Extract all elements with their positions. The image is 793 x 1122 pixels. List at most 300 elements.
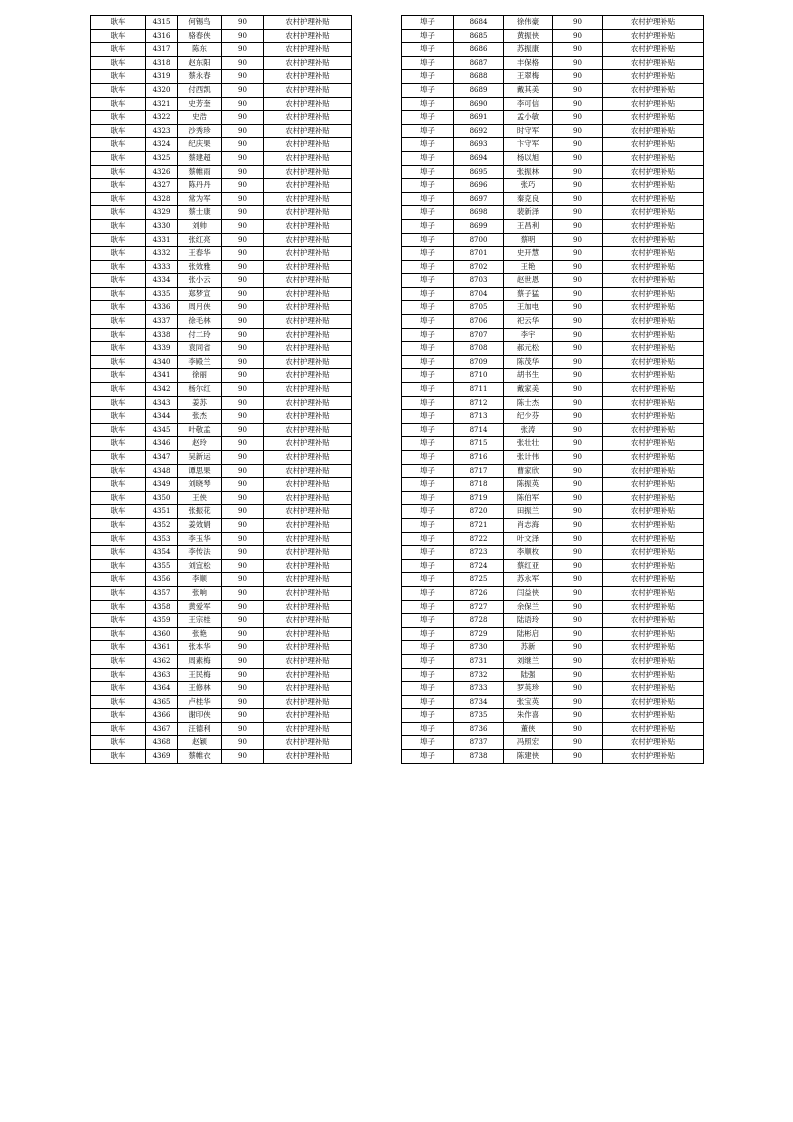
town-cell: 埠子 (402, 29, 454, 43)
town-cell: 耿车 (91, 668, 146, 682)
table-row (91, 16, 352, 30)
amount-cell: 90 (222, 97, 264, 111)
category-cell: 农村护理补贴 (264, 56, 352, 70)
table-row (402, 260, 704, 274)
category-cell: 农村护理补贴 (603, 287, 704, 301)
category-cell: 农村护理补贴 (264, 478, 352, 492)
table-row (402, 518, 704, 532)
name-cell: 张巧 (504, 179, 553, 193)
number-cell: 4343 (146, 396, 178, 410)
name-cell: 王修林 (178, 682, 222, 696)
number-cell: 4340 (146, 355, 178, 369)
amount-cell: 90 (553, 396, 603, 410)
number-cell: 4350 (146, 491, 178, 505)
number-cell: 4329 (146, 206, 178, 220)
town-cell: 埠子 (402, 668, 454, 682)
town-cell: 耿车 (91, 124, 146, 138)
table-row (91, 532, 352, 546)
category-cell: 农村护理补贴 (603, 233, 704, 247)
name-cell: 张涛 (504, 423, 553, 437)
table-row (402, 165, 704, 179)
amount-cell: 90 (222, 16, 264, 30)
name-cell: 蔡子猛 (504, 287, 553, 301)
category-cell: 农村护理补贴 (264, 505, 352, 519)
table-row (402, 437, 704, 451)
number-cell: 4328 (146, 192, 178, 206)
category-cell: 农村护理补贴 (603, 682, 704, 696)
town-cell: 耿车 (91, 97, 146, 111)
town-cell: 耿车 (91, 641, 146, 655)
category-cell: 农村护理补贴 (603, 274, 704, 288)
table-row (91, 546, 352, 560)
name-cell: 孟小敏 (504, 111, 553, 125)
category-cell: 农村护理补贴 (603, 342, 704, 356)
town-cell: 耿车 (91, 287, 146, 301)
town-cell: 埠子 (402, 328, 454, 342)
category-cell: 农村护理补贴 (264, 179, 352, 193)
town-cell: 耿车 (91, 586, 146, 600)
table-row (91, 627, 352, 641)
number-cell: 4354 (146, 546, 178, 560)
name-cell: 陈丹丹 (178, 179, 222, 193)
amount-cell: 90 (553, 423, 603, 437)
table-row (402, 410, 704, 424)
name-cell: 王艳 (504, 260, 553, 274)
town-cell: 耿车 (91, 247, 146, 261)
table-row (91, 505, 352, 519)
table-row (402, 423, 704, 437)
table-row (402, 573, 704, 587)
number-cell: 4336 (146, 301, 178, 315)
category-cell: 农村护理补贴 (603, 355, 704, 369)
name-cell: 冯照宏 (504, 736, 553, 750)
category-cell: 农村护理补贴 (603, 410, 704, 424)
number-cell: 8701 (454, 247, 504, 261)
number-cell: 8702 (454, 260, 504, 274)
town-cell: 耿车 (91, 274, 146, 288)
number-cell: 4317 (146, 43, 178, 57)
table-row (402, 654, 704, 668)
town-cell: 耿车 (91, 342, 146, 356)
town-cell: 埠子 (402, 627, 454, 641)
number-cell: 4369 (146, 750, 178, 764)
name-cell: 苏振康 (504, 43, 553, 57)
amount-cell: 90 (553, 233, 603, 247)
name-cell: 余保兰 (504, 600, 553, 614)
table-row (91, 29, 352, 43)
category-cell: 农村护理补贴 (603, 722, 704, 736)
name-cell: 张杰 (178, 410, 222, 424)
category-cell: 农村护理补贴 (264, 151, 352, 165)
number-cell: 8700 (454, 233, 504, 247)
name-cell: 王翠梅 (504, 70, 553, 84)
amount-cell: 90 (222, 709, 264, 723)
town-cell: 埠子 (402, 750, 454, 764)
name-cell: 李可信 (504, 97, 553, 111)
number-cell: 8712 (454, 396, 504, 410)
name-cell: 杨以旭 (504, 151, 553, 165)
table-row (91, 736, 352, 750)
amount-cell: 90 (553, 478, 603, 492)
number-cell: 8689 (454, 83, 504, 97)
town-cell: 埠子 (402, 641, 454, 655)
number-cell: 8731 (454, 654, 504, 668)
table-row (91, 695, 352, 709)
town-cell: 埠子 (402, 437, 454, 451)
table-row (91, 396, 352, 410)
amount-cell: 90 (222, 247, 264, 261)
category-cell: 农村护理补贴 (264, 43, 352, 57)
category-cell: 农村护理补贴 (264, 750, 352, 764)
number-cell: 4345 (146, 423, 178, 437)
number-cell: 4331 (146, 233, 178, 247)
table-row (402, 668, 704, 682)
name-cell: 陈振英 (504, 478, 553, 492)
number-cell: 8704 (454, 287, 504, 301)
table-row (91, 437, 352, 451)
number-cell: 8706 (454, 315, 504, 329)
town-cell: 埠子 (402, 192, 454, 206)
table-row (402, 16, 704, 30)
number-cell: 8696 (454, 179, 504, 193)
category-cell: 农村护理补贴 (603, 328, 704, 342)
name-cell: 胡书生 (504, 369, 553, 383)
table-row (402, 559, 704, 573)
table-row (91, 233, 352, 247)
name-cell: 陈茂华 (504, 355, 553, 369)
number-cell: 8686 (454, 43, 504, 57)
number-cell: 8690 (454, 97, 504, 111)
category-cell: 农村护理补贴 (603, 423, 704, 437)
number-cell: 8728 (454, 614, 504, 628)
town-cell: 埠子 (402, 505, 454, 519)
name-cell: 郑梦宣 (178, 287, 222, 301)
name-cell: 陈士杰 (504, 396, 553, 410)
name-cell: 刘继兰 (504, 654, 553, 668)
amount-cell: 90 (222, 614, 264, 628)
number-cell: 8693 (454, 138, 504, 152)
category-cell: 农村护理补贴 (603, 315, 704, 329)
name-cell: 张艳 (178, 627, 222, 641)
amount-cell: 90 (222, 192, 264, 206)
number-cell: 4360 (146, 627, 178, 641)
table-row (402, 627, 704, 641)
town-cell: 埠子 (402, 179, 454, 193)
number-cell: 4315 (146, 16, 178, 30)
category-cell: 农村护理补贴 (264, 274, 352, 288)
name-cell: 戴家美 (504, 383, 553, 397)
category-cell: 农村护理补贴 (264, 369, 352, 383)
town-cell: 耿车 (91, 233, 146, 247)
table-row (91, 97, 352, 111)
name-cell: 陆语玲 (504, 614, 553, 628)
name-cell: 陈建侠 (504, 750, 553, 764)
name-cell: 肖志海 (504, 518, 553, 532)
town-cell: 耿车 (91, 464, 146, 478)
table-row (402, 355, 704, 369)
amount-cell: 90 (222, 151, 264, 165)
number-cell: 4344 (146, 410, 178, 424)
number-cell: 8691 (454, 111, 504, 125)
table-row (91, 586, 352, 600)
number-cell: 8709 (454, 355, 504, 369)
town-cell: 埠子 (402, 451, 454, 465)
table-row (91, 301, 352, 315)
table-row (402, 586, 704, 600)
number-cell: 4326 (146, 165, 178, 179)
number-cell: 4364 (146, 682, 178, 696)
name-cell: 赵世恩 (504, 274, 553, 288)
category-cell: 农村护理补贴 (264, 736, 352, 750)
name-cell: 史开慧 (504, 247, 553, 261)
town-cell: 埠子 (402, 546, 454, 560)
number-cell: 4363 (146, 668, 178, 682)
number-cell: 8723 (454, 546, 504, 560)
town-cell: 埠子 (402, 478, 454, 492)
number-cell: 8694 (454, 151, 504, 165)
amount-cell: 90 (553, 179, 603, 193)
amount-cell: 90 (553, 614, 603, 628)
town-cell: 耿车 (91, 682, 146, 696)
number-cell: 8730 (454, 641, 504, 655)
number-cell: 4361 (146, 641, 178, 655)
name-cell: 王春华 (178, 247, 222, 261)
category-cell: 农村护理补贴 (264, 546, 352, 560)
category-cell: 农村护理补贴 (603, 396, 704, 410)
category-cell: 农村护理补贴 (264, 654, 352, 668)
category-cell: 农村护理补贴 (264, 260, 352, 274)
category-cell: 农村护理补贴 (603, 369, 704, 383)
name-cell: 叶敬孟 (178, 423, 222, 437)
table-row (402, 369, 704, 383)
category-cell: 农村护理补贴 (264, 437, 352, 451)
town-cell: 耿车 (91, 532, 146, 546)
name-cell: 裴新泽 (504, 206, 553, 220)
amount-cell: 90 (222, 464, 264, 478)
category-cell: 农村护理补贴 (264, 206, 352, 220)
town-cell: 耿车 (91, 423, 146, 437)
amount-cell: 90 (222, 750, 264, 764)
number-cell: 4318 (146, 56, 178, 70)
table-row (402, 709, 704, 723)
category-cell: 农村护理补贴 (264, 301, 352, 315)
town-cell: 埠子 (402, 573, 454, 587)
town-cell: 埠子 (402, 682, 454, 696)
town-cell: 埠子 (402, 464, 454, 478)
name-cell: 徐毛林 (178, 315, 222, 329)
name-cell: 李传法 (178, 546, 222, 560)
amount-cell: 90 (222, 546, 264, 560)
amount-cell: 90 (553, 518, 603, 532)
category-cell: 农村护理补贴 (264, 573, 352, 587)
table-row (402, 179, 704, 193)
amount-cell: 90 (553, 328, 603, 342)
name-cell: 陆彬启 (504, 627, 553, 641)
category-cell: 农村护理补贴 (264, 315, 352, 329)
name-cell: 张效雅 (178, 260, 222, 274)
name-cell: 李玉华 (178, 532, 222, 546)
category-cell: 农村护理补贴 (264, 600, 352, 614)
town-cell: 埠子 (402, 383, 454, 397)
name-cell: 张振花 (178, 505, 222, 519)
amount-cell: 90 (553, 97, 603, 111)
table-row (91, 287, 352, 301)
amount-cell: 90 (553, 287, 603, 301)
table-row (91, 165, 352, 179)
amount-cell: 90 (222, 301, 264, 315)
name-cell: 蔡士康 (178, 206, 222, 220)
number-cell: 4351 (146, 505, 178, 519)
amount-cell: 90 (222, 124, 264, 138)
number-cell: 8695 (454, 165, 504, 179)
name-cell: 姜效娟 (178, 518, 222, 532)
amount-cell: 90 (222, 627, 264, 641)
table-row (91, 70, 352, 84)
amount-cell: 90 (222, 668, 264, 682)
town-cell: 耿车 (91, 165, 146, 179)
name-cell: 秦克良 (504, 192, 553, 206)
category-cell: 农村护理补贴 (603, 614, 704, 628)
amount-cell: 90 (553, 83, 603, 97)
amount-cell: 90 (222, 138, 264, 152)
town-cell: 埠子 (402, 369, 454, 383)
table-row (91, 138, 352, 152)
number-cell: 8729 (454, 627, 504, 641)
table-row (402, 641, 704, 655)
town-cell: 埠子 (402, 138, 454, 152)
table-row (91, 383, 352, 397)
name-cell: 苏新 (504, 641, 553, 655)
amount-cell: 90 (553, 600, 603, 614)
table-row (402, 546, 704, 560)
number-cell: 8716 (454, 451, 504, 465)
amount-cell: 90 (222, 70, 264, 84)
table-row (402, 695, 704, 709)
number-cell: 4362 (146, 654, 178, 668)
name-cell: 曹家欣 (504, 464, 553, 478)
name-cell: 张振林 (504, 165, 553, 179)
amount-cell: 90 (222, 437, 264, 451)
town-cell: 耿车 (91, 722, 146, 736)
town-cell: 埠子 (402, 260, 454, 274)
name-cell: 蔡帷雨 (178, 165, 222, 179)
category-cell: 农村护理补贴 (603, 165, 704, 179)
category-cell: 农村护理补贴 (603, 641, 704, 655)
town-cell: 耿车 (91, 396, 146, 410)
town-cell: 埠子 (402, 315, 454, 329)
town-cell: 耿车 (91, 614, 146, 628)
category-cell: 农村护理补贴 (603, 16, 704, 30)
amount-cell: 90 (222, 219, 264, 233)
amount-cell: 90 (553, 627, 603, 641)
table-row (402, 43, 704, 57)
number-cell: 8721 (454, 518, 504, 532)
name-cell: 罗英珍 (504, 682, 553, 696)
number-cell: 4357 (146, 586, 178, 600)
amount-cell: 90 (553, 383, 603, 397)
name-cell: 付西凯 (178, 83, 222, 97)
table-row (91, 355, 352, 369)
town-cell: 埠子 (402, 614, 454, 628)
table-row (402, 491, 704, 505)
number-cell: 8737 (454, 736, 504, 750)
amount-cell: 90 (222, 586, 264, 600)
category-cell: 农村护理补贴 (603, 179, 704, 193)
category-cell: 农村护理补贴 (603, 586, 704, 600)
town-cell: 埠子 (402, 124, 454, 138)
amount-cell: 90 (222, 274, 264, 288)
table-row (402, 315, 704, 329)
amount-cell: 90 (553, 654, 603, 668)
name-cell: 祀云华 (504, 315, 553, 329)
table-row (91, 151, 352, 165)
table-row (402, 192, 704, 206)
category-cell: 农村护理补贴 (603, 505, 704, 519)
number-cell: 4316 (146, 29, 178, 43)
table-row (402, 532, 704, 546)
number-cell: 8697 (454, 192, 504, 206)
category-cell: 农村护理补贴 (264, 559, 352, 573)
amount-cell: 90 (553, 43, 603, 57)
table-row (402, 70, 704, 84)
category-cell: 农村护理补贴 (603, 124, 704, 138)
table-row (91, 124, 352, 138)
amount-cell: 90 (222, 206, 264, 220)
name-cell: 苏永军 (504, 573, 553, 587)
category-cell: 农村护理补贴 (603, 736, 704, 750)
name-cell: 史浩 (178, 111, 222, 125)
town-cell: 埠子 (402, 219, 454, 233)
category-cell: 农村护理补贴 (603, 600, 704, 614)
category-cell: 农村护理补贴 (264, 383, 352, 397)
name-cell: 田振兰 (504, 505, 553, 519)
category-cell: 农村护理补贴 (603, 451, 704, 465)
category-cell: 农村护理补贴 (603, 301, 704, 315)
name-cell: 陈东 (178, 43, 222, 57)
category-cell: 农村护理补贴 (603, 627, 704, 641)
category-cell: 农村护理补贴 (264, 342, 352, 356)
table-row (402, 274, 704, 288)
table-row (402, 682, 704, 696)
amount-cell: 90 (553, 247, 603, 261)
name-cell: 谭思果 (178, 464, 222, 478)
table-row (91, 668, 352, 682)
amount-cell: 90 (553, 505, 603, 519)
amount-cell: 90 (222, 179, 264, 193)
town-cell: 耿车 (91, 695, 146, 709)
table-row (402, 124, 704, 138)
amount-cell: 90 (553, 641, 603, 655)
amount-cell: 90 (222, 165, 264, 179)
category-cell: 农村护理补贴 (264, 586, 352, 600)
category-cell: 农村护理补贴 (603, 559, 704, 573)
table-row (91, 43, 352, 57)
town-cell: 埠子 (402, 654, 454, 668)
town-cell: 耿车 (91, 301, 146, 315)
category-cell: 农村护理补贴 (603, 219, 704, 233)
amount-cell: 90 (222, 695, 264, 709)
name-cell: 李殿兰 (178, 355, 222, 369)
category-cell: 农村护理补贴 (264, 16, 352, 30)
town-cell: 耿车 (91, 546, 146, 560)
town-cell: 耿车 (91, 16, 146, 30)
town-cell: 埠子 (402, 151, 454, 165)
number-cell: 4332 (146, 247, 178, 261)
category-cell: 农村护理补贴 (603, 151, 704, 165)
amount-cell: 90 (222, 410, 264, 424)
name-cell: 张壮壮 (504, 437, 553, 451)
amount-cell: 90 (553, 491, 603, 505)
